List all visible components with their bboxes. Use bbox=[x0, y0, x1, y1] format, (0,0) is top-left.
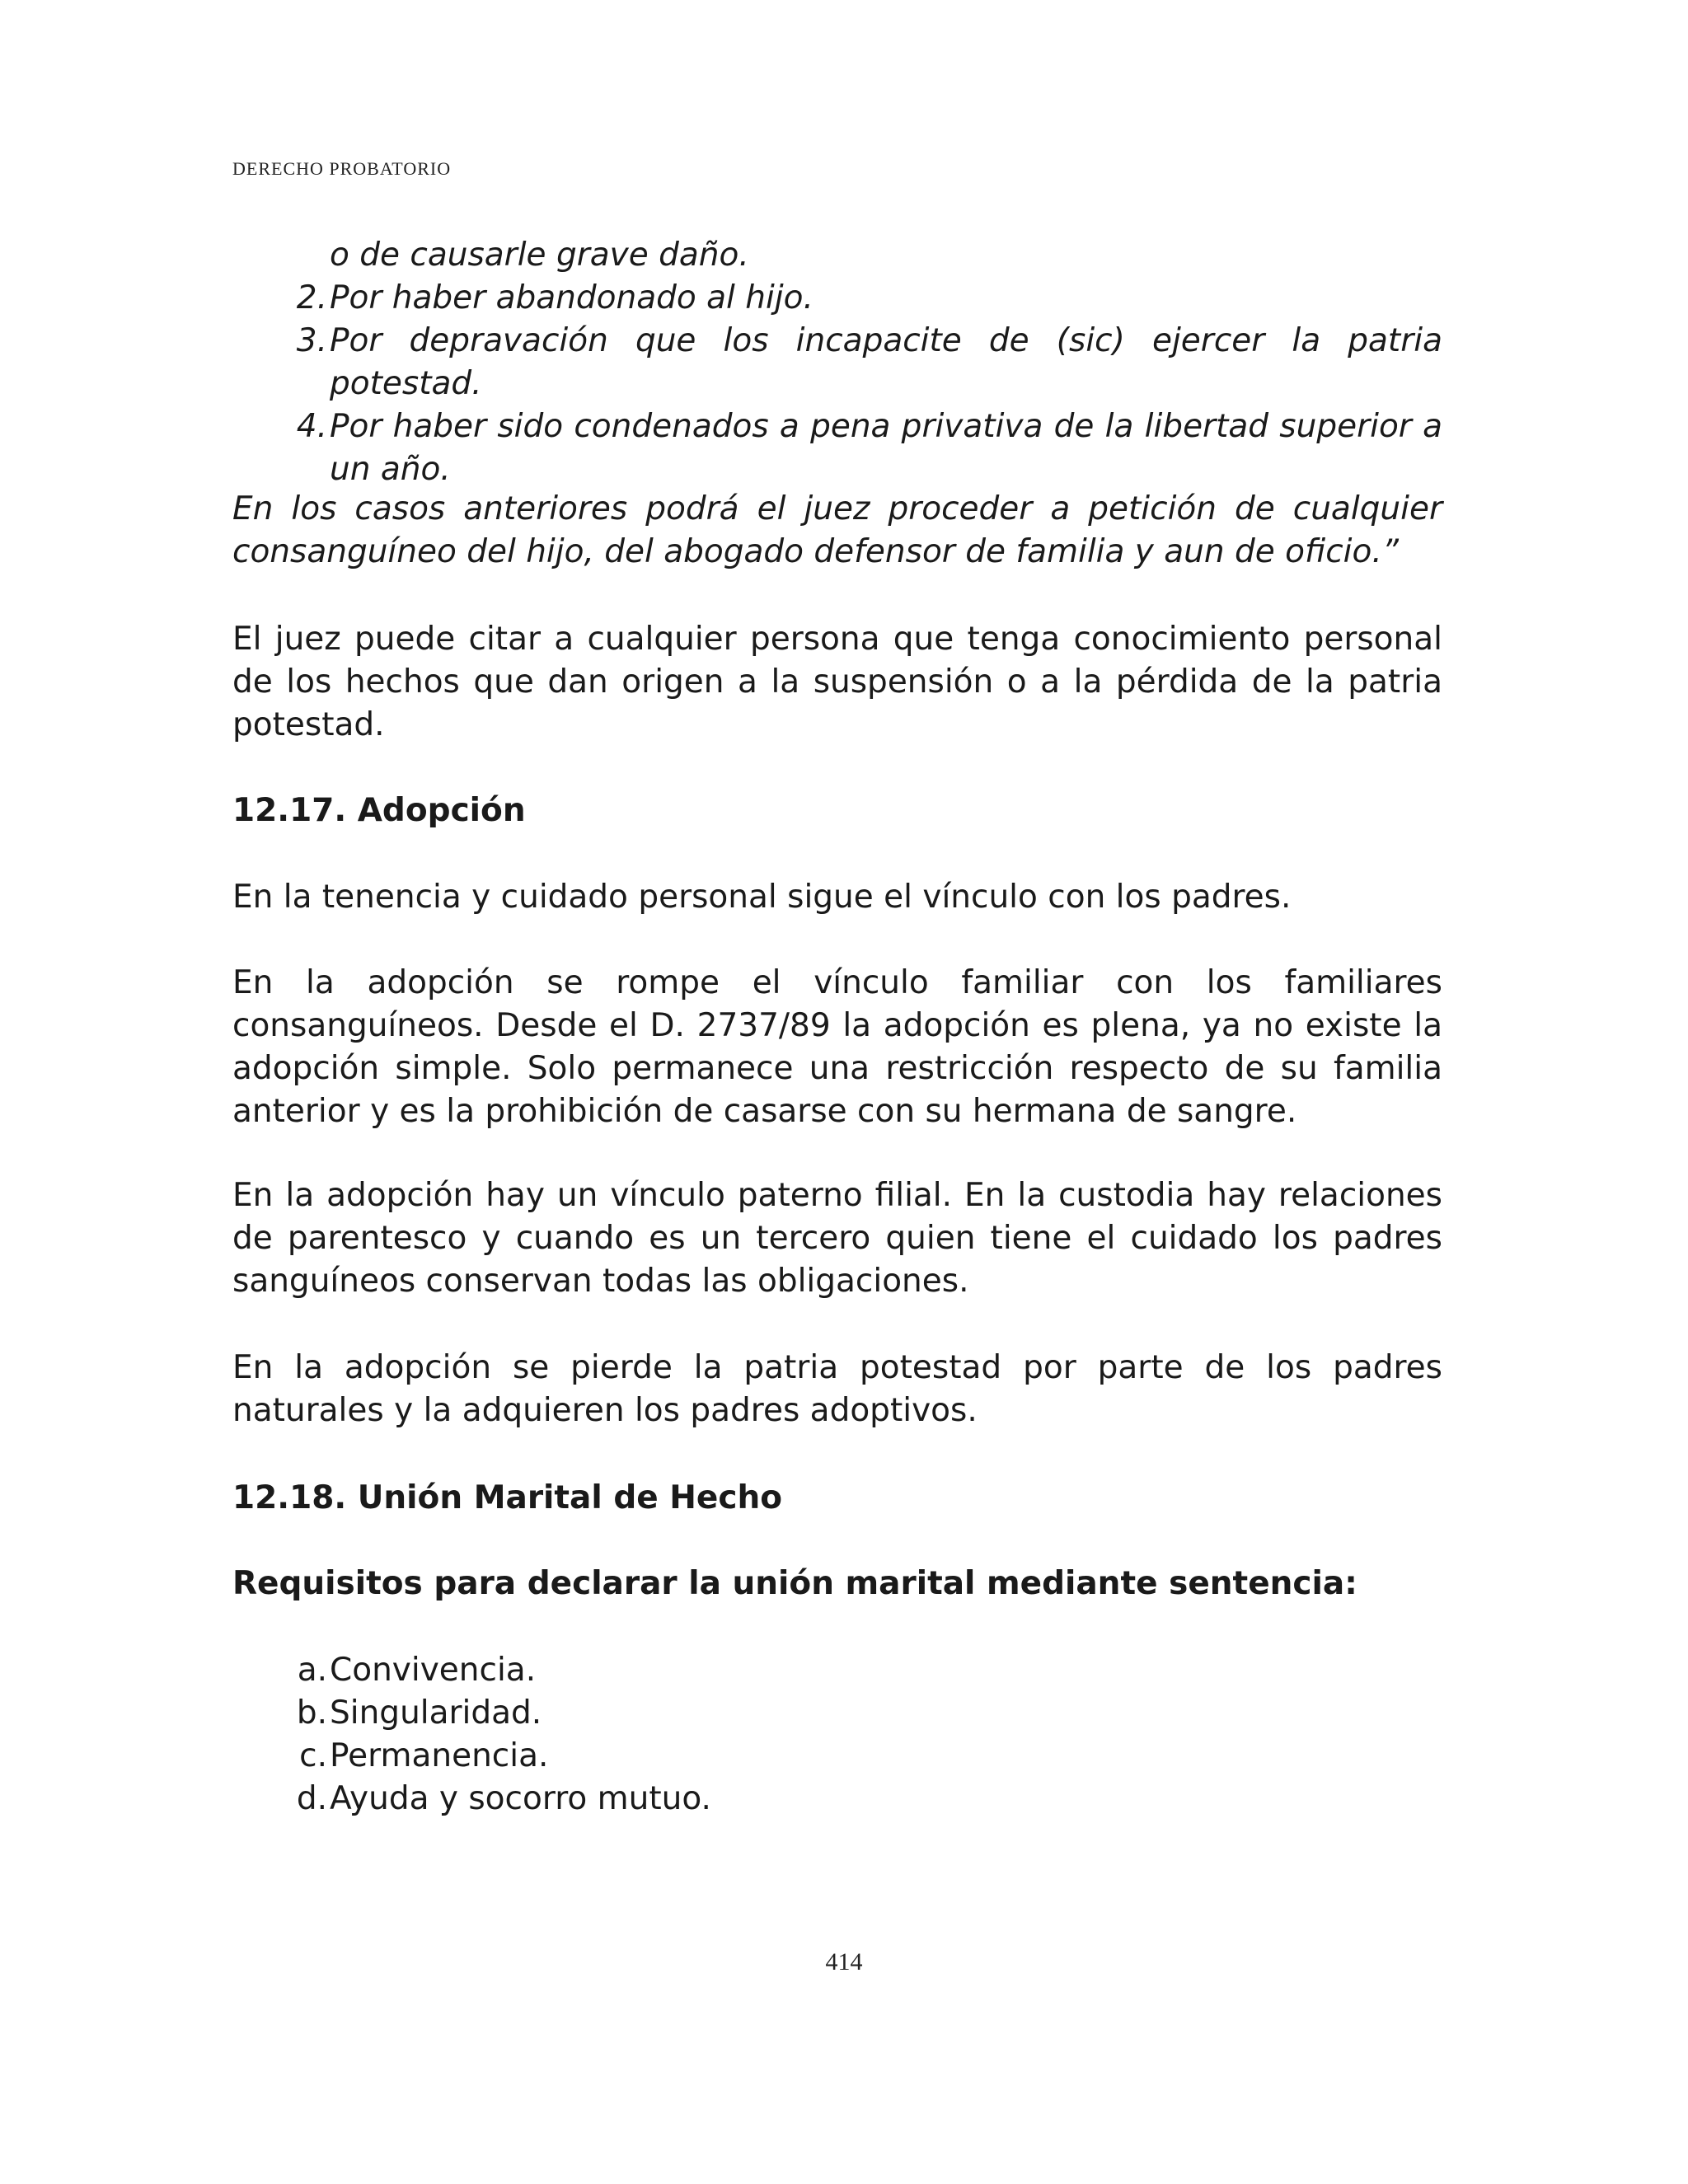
list-item bbox=[232, 1692, 1442, 1735]
list-item bbox=[232, 1778, 1442, 1821]
list-item bbox=[232, 1649, 1442, 1692]
paragraph-juez-citar: El juez puede citar a cualquier persona que tenga conocimiento personal de los hechos que dan origen a la suspensión o a la pérdida de la patria potestad. bbox=[232, 621, 1442, 743]
paragraph-tenencia: En la tenencia y cuidado personal sigue el vínculo con los padres. bbox=[232, 879, 1292, 916]
page-number: 414 bbox=[825, 1948, 863, 1975]
list-item-text: Singularidad. bbox=[330, 1694, 542, 1732]
list-item bbox=[232, 320, 1442, 405]
quote-closing-paragraph: En los casos anteriores podrá el juez proceder a petición de cualquier consanguíneo del hijo, del abogado defensor de familia y aun de oficio.” bbox=[232, 490, 1442, 570]
list-item bbox=[232, 1735, 1442, 1778]
list-marker: b. bbox=[296, 1694, 327, 1732]
list-item-text: Por haber sido condenados a pena privativa de la libertad superior a un año. bbox=[330, 408, 1442, 488]
list-item bbox=[232, 405, 1442, 491]
quote-list bbox=[232, 234, 1442, 491]
list-item-text: Por haber abandonado al hijo. bbox=[330, 279, 814, 316]
paragraph-adopcion-potestad: En la adopción se pierde la patria potestad por parte de los padres naturales y la adquieren los padres adoptivos. bbox=[232, 1349, 1442, 1429]
list-marker: 2. bbox=[296, 279, 327, 316]
paragraph-adopcion-vinculo: En la adopción se rompe el vínculo familiar con los familiares consanguíneos. Desde el D. 2737/89 la adopción es plena, ya no existe la adopción simple. Solo permanece una restricción respecto de su familia anterior y es la prohibición de casarse con su hermana de sangre. bbox=[232, 964, 1442, 1130]
list-item bbox=[232, 234, 1442, 277]
paragraph-adopcion-filial: En la adopción hay un vínculo paterno filial. En la custodia hay relaciones de parentesco y cuando es un tercero quien tiene el cuidado los padres sanguíneos conservan todas las obligaciones. bbox=[232, 1177, 1442, 1300]
subheading-requisitos: Requisitos para declarar la unión marital mediante sentencia: bbox=[232, 1565, 1357, 1602]
list-marker: d. bbox=[296, 1780, 327, 1817]
list-item-text: Por depravación que los incapacite de (sic) ejercer la patria potestad. bbox=[330, 322, 1442, 402]
list-item-text: Ayuda y socorro mutuo. bbox=[330, 1780, 711, 1817]
section-heading-adopcion: 12.17. Adopción bbox=[232, 792, 526, 829]
list-item-text: Convivencia. bbox=[330, 1652, 537, 1689]
section-heading-union-marital: 12.18. Unión Marital de Hecho bbox=[232, 1479, 783, 1516]
list-marker: 3. bbox=[296, 322, 327, 359]
list-item bbox=[232, 277, 1442, 320]
requisitos-list bbox=[232, 1649, 1442, 1821]
list-marker: c. bbox=[299, 1737, 327, 1774]
list-marker: 4. bbox=[296, 408, 327, 445]
list-marker: a. bbox=[297, 1652, 327, 1689]
list-item-text: o de causarle grave daño. bbox=[330, 237, 749, 274]
list-item-text: Permanencia. bbox=[330, 1737, 549, 1774]
running-header: DERECHO PROBATORIO bbox=[232, 158, 452, 179]
